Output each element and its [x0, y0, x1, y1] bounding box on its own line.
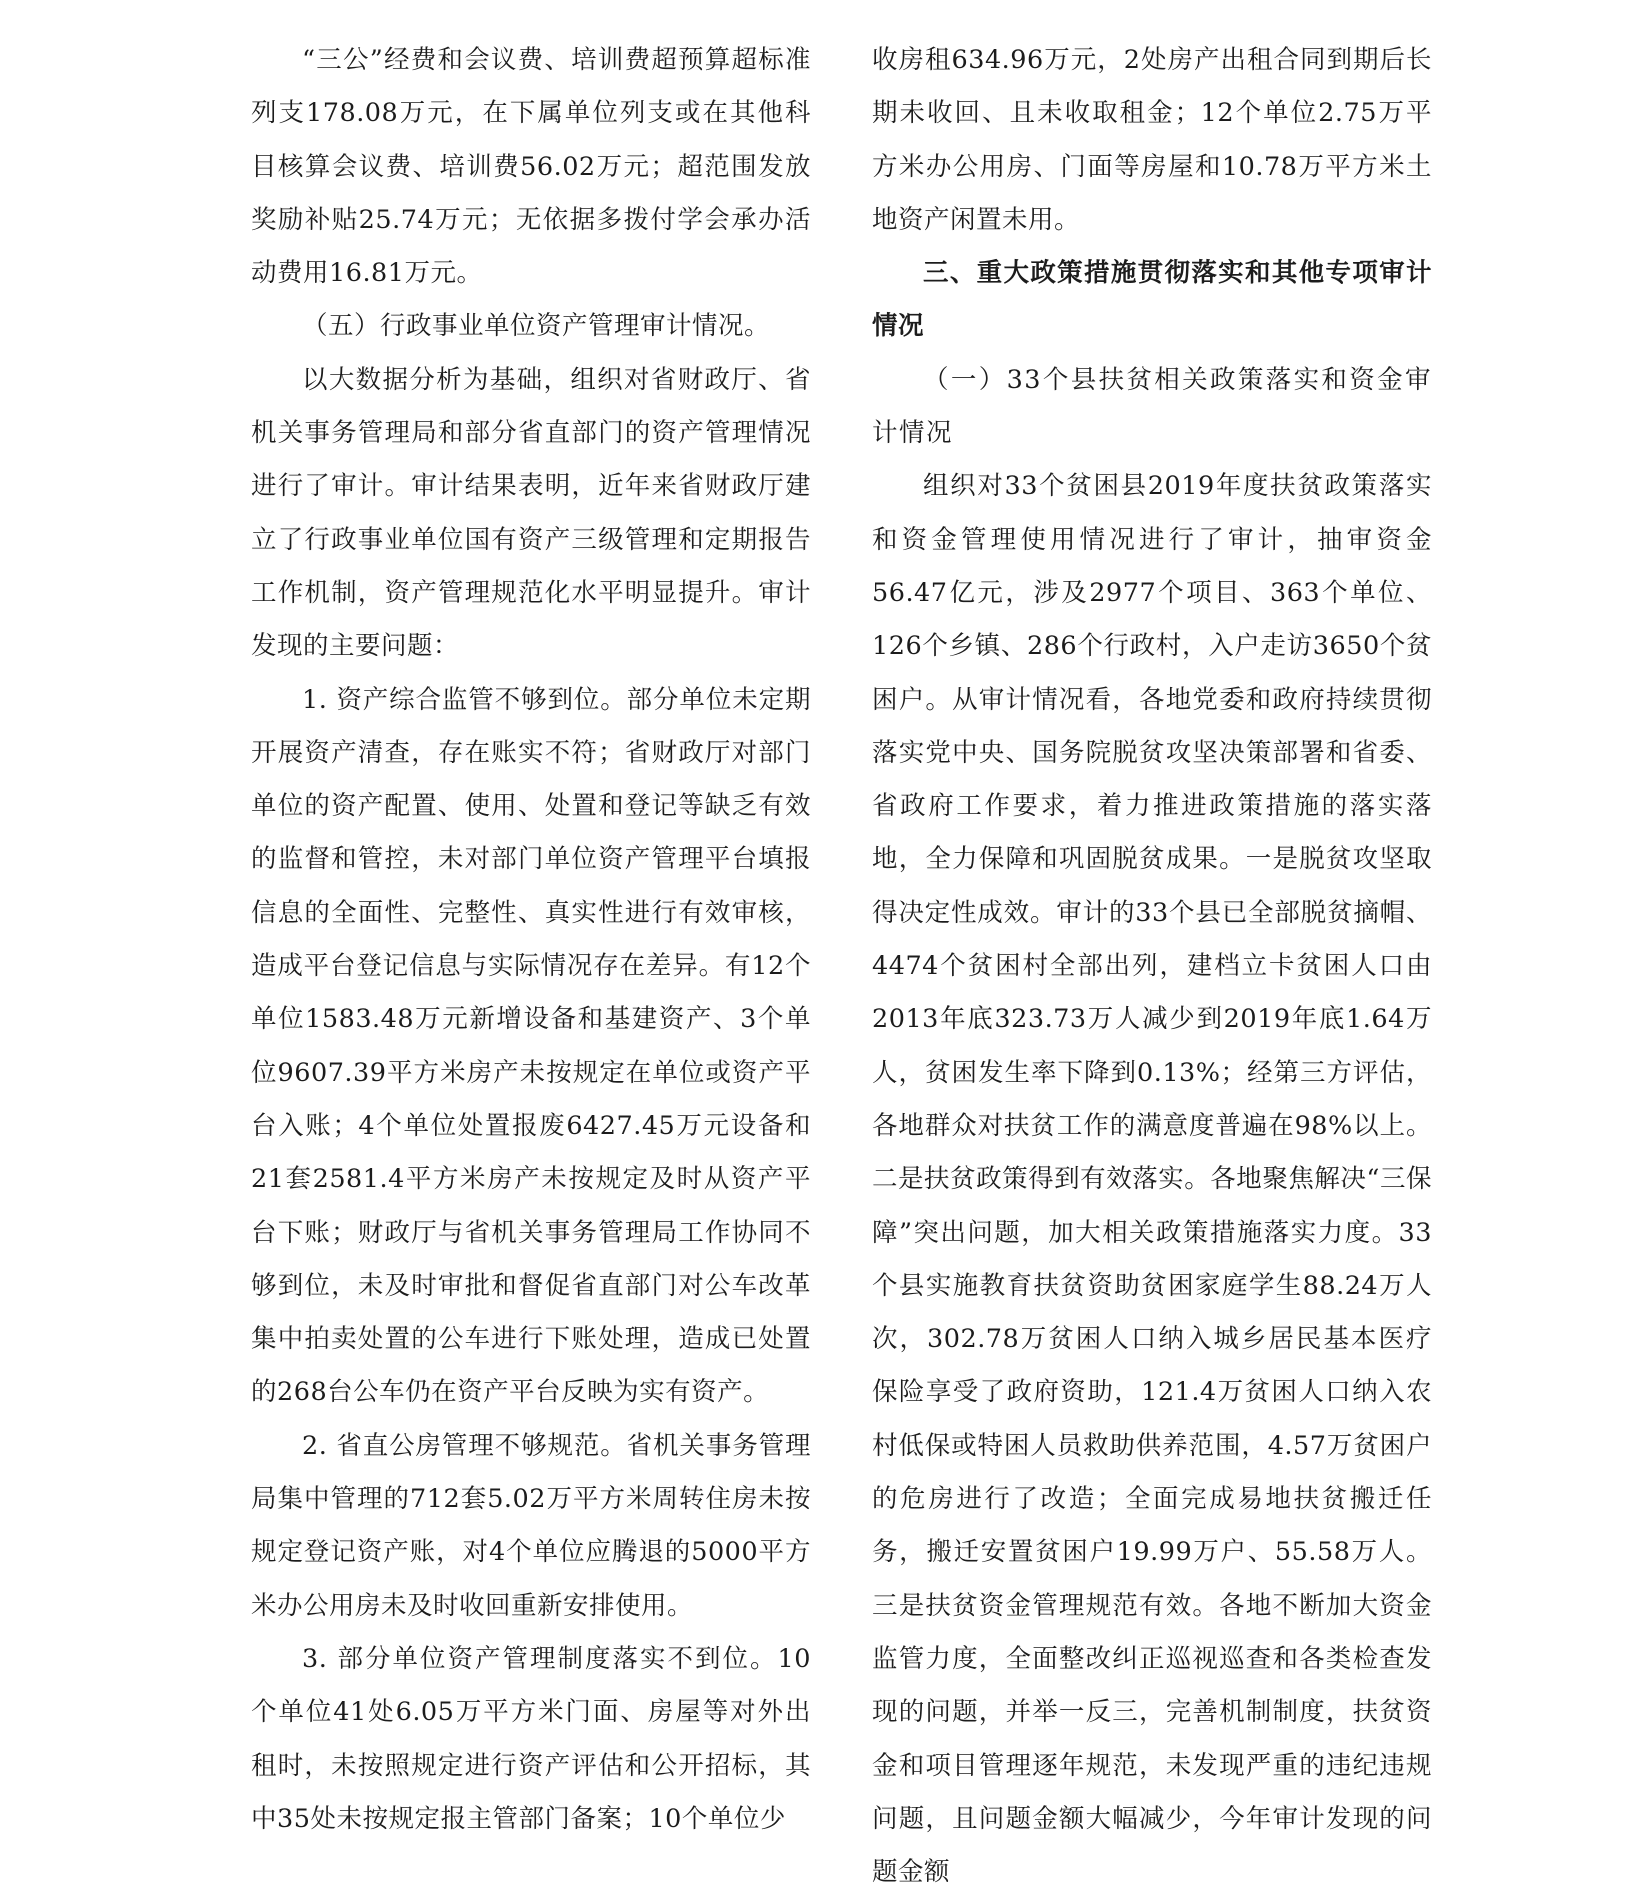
paragraph-asset-audit-intro: 以大数据分析为基础，组织对省财政厅、省机关事务管理局和部分省直部门的资产管理情况进行了审计。审计结果表明，近年来省财政厅建立了行政事业单位国有资产三级管理和定期报告工作机制，资产管理规范化水平明显提升。审计发现的主要问题： — [251, 364, 811, 662]
section-heading-major-policies: 三、重大政策措施贯彻落实和其他专项审计情况 — [872, 258, 1432, 342]
paragraph-issue-3: 3. 部分单位资产管理制度落实不到位。10个单位41处6.05万平方米门面、房屋等对外出租时，未按照规定进行资产评估和公开招标，其中35处未按规定报主管部门备案；10个单位少 — [251, 1643, 811, 1834]
left-column — [251, 34, 811, 1846]
section-heading-asset-audit: （五）行政事业单位资产管理审计情况。 — [302, 311, 771, 342]
paragraph-poverty-audit: 组织对33个贫困县2019年度扶贫政策落实和资金管理使用情况进行了审计，抽审资金56.47亿元，涉及2977个项目、363个单位、126个乡镇、286个行政村，入户走访3650个贫困户。从审计情况看，各地党委和政府持续贯彻落实党中央、国务院脱贫攻坚决策部署和省委、省政府工作要求，着力推进政策措施的落实落地，全力保障和巩固脱贫成果。一是脱贫攻坚取得决定性成效。审计的33个县已全部脱贫摘帽、4474个贫困村全部出列，建档立卡贫困人口由2013年底323.73万人减少到2019年底1.64万人，贫困发生率下降到0.13%；经第三方评估，各地群众对扶贫工作的满意度普遍在98%以上。二是扶贫政策得到有效落实。各地聚焦解决“三保障”突出问题，加大相关政策措施落实力度。33个县实施教育扶贫资助贫困家庭学生88.24万人次，302.78万贫困人口纳入城乡居民基本医疗保险享受了政府资助，121.4万贫困人口纳入农村低保或特困人员救助供养范围，4.57万贫困户的危房进行了改造；全面完成易地扶贫搬迁任务，搬迁安置贫困户19.99万户、55.58万人。三是扶贫资金管理规范有效。各地不断加大资金监管力度，全面整改纠正巡视巡查和各类检查发现的问题，并举一反三，完善机制制度，扶贫资金和项目管理逐年规范，未发现严重的违纪违规问题，且问题金额大幅减少，今年审计发现的问题金额 — [872, 471, 1432, 1888]
right-column — [872, 34, 1432, 1899]
subsection-heading-poverty-audit: （一）33个县扶贫相关政策落实和资金审计情况 — [872, 364, 1432, 449]
paragraph-issue-1: 1. 资产综合监管不够到位。部分单位未定期开展资产清查，存在账实不符；省财政厅对部门单位的资产配置、使用、处置和登记等缺乏有效的监督和管控，未对部门单位资产管理平台填报信息的全面性、完整性、真实性进行有效审核，造成平台登记信息与实际情况存在差异。有12个单位1583.48万元新增设备和基建资产、3个单位9607.39平方米房产未按规定在单位或资产平台入账；4个单位处置报废6427.45万元设备和21套2581.4平方米房产未按规定及时从资产平台下账；财政厅与省机关事务管理局工作协同不够到位，未及时审批和督促省直部门对公车改革集中拍卖处置的公车进行下账处理，造成已处置的268台公车仍在资产平台反映为实有资产。 — [251, 684, 811, 1408]
paragraph-sangong-expenses: “三公”经费和会议费、培训费超预算超标准列支178.08万元，在下属单位列支或在其他科目核算会议费、培训费56.02万元；超范围发放奖励补贴25.74万元；无依据多拨付学会承办活动费用16.81万元。 — [251, 45, 811, 289]
paragraph-rent-continued: 收房租634.96万元，2处房产出租合同到期后长期未收回、且未收取租金；12个单位2.75万平方米办公用房、门面等房屋和10.78万平方米土地资产闲置未用。 — [872, 45, 1432, 235]
paragraph-issue-2: 2. 省直公房管理不够规范。省机关事务管理局集中管理的712套5.02万平方米周转住房未按规定登记资产账，对4个单位应腾退的5000平方米办公用房未及时收回重新安排使用。 — [251, 1430, 811, 1621]
